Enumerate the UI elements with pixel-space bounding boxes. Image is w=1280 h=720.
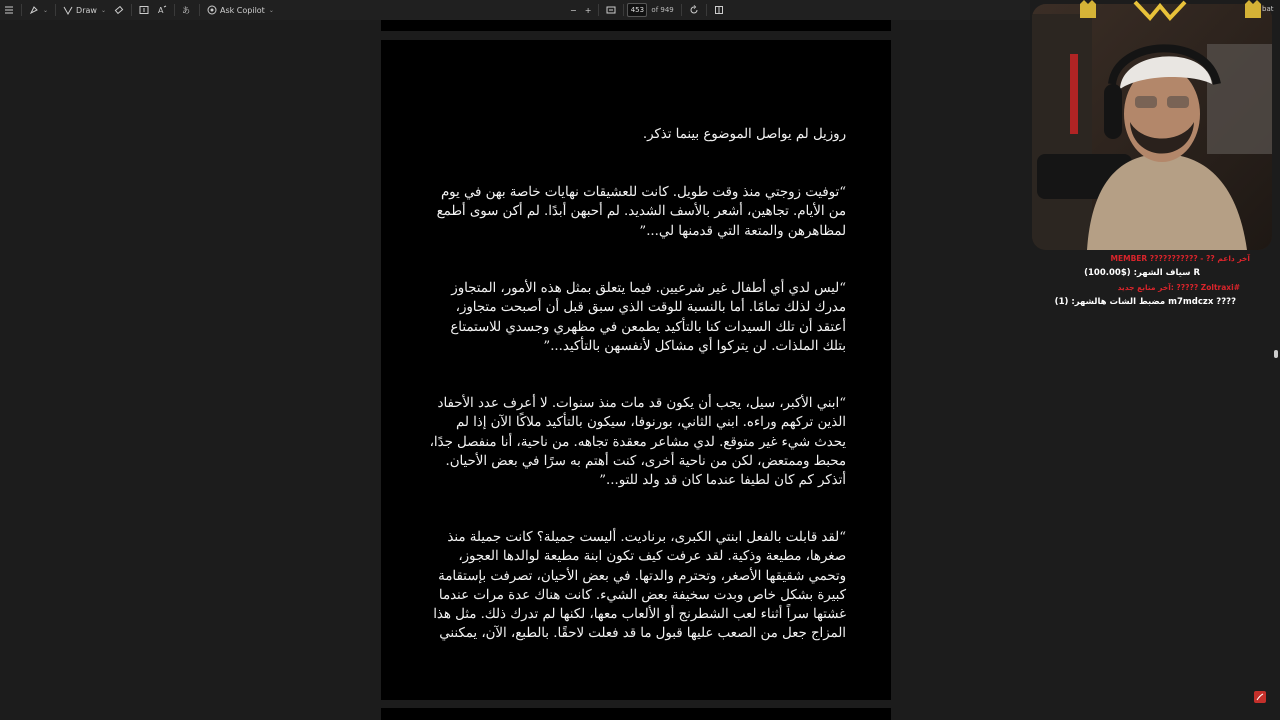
divider: [598, 4, 599, 16]
page-view-icon: [714, 5, 724, 15]
page-number-input[interactable]: 453: [627, 3, 647, 17]
divider: [131, 4, 132, 16]
highlight-button[interactable]: [25, 2, 52, 18]
rotate-button[interactable]: [685, 2, 703, 18]
divider: [623, 4, 624, 16]
contents-button[interactable]: [0, 2, 18, 18]
draw-button[interactable]: [59, 2, 110, 18]
svg-text:あ: あ: [181, 6, 190, 15]
webcam-image: [1032, 4, 1272, 250]
paragraph: “ليس لدي أي أطفال غير شرعيين. فيما يتعلق بمثل هذه الأمور، المتجاوز مدرك لذلك تمامًا. أما بالنسبة للوقت الذي سبق قبل أن أصبحت متجاوز، أعتقد أن تلك السيدات كنا بالتأكيد يطمعن في مظهري وجسدي للاستمتاع بتلك الملذات. لن يتركوا أي مشاكل لأنفسهن بالتأكيد...”: [450, 281, 846, 354]
text-box-button[interactable]: [135, 2, 153, 18]
rotate-icon: [689, 5, 699, 15]
chevron-down-icon: ⌄: [268, 6, 274, 14]
translate-icon: [182, 5, 192, 15]
paragraph: “لقد قابلت بالفعل ابنتي الكبرى، برناديت. أليست جميلة؟ كانت جميلة منذ صغرها، مطيعة وذكية. لقد عرفت كيف تكون ابنة مطيعة لوالدها العجوز، وتحمي شقيقها الأصغر، وتحترم والدتها. في بعض الأحيان، تصرفت بإستقامة كبيرة بشكل خاص وبدت سخيفة بعض الشيء. كانت هناك عدة مرات عندما غشتها سراً أثناء لعب الشطرنج أو الألعاب معها، لكنها لم تدرك ذلك. مثل هذا المزاج جعل من الصعب عليها قبول ما قد فعلت لاحقًا. بالطبع، الآن، يمكنني: [433, 530, 846, 642]
text-box-icon: [139, 5, 149, 15]
copilot-label: Ask Copilot: [219, 5, 265, 15]
toolbar-left-group: [0, 0, 278, 20]
page-count: of 949: [651, 6, 674, 14]
overlay-line-latest-supporter: MEMBER ??????????? - ?? آخر داعم: [1110, 254, 1250, 263]
toolbar-center-group: [566, 0, 728, 20]
svg-text:A: A: [157, 6, 164, 15]
pen-icon: [63, 5, 73, 15]
list-icon: [4, 5, 14, 15]
paragraph: روزيل لم يواصل الموضوع بينما تذكر.: [642, 127, 846, 142]
next-page: [381, 708, 891, 720]
previous-page: [381, 20, 891, 31]
scrollbar-thumb[interactable]: [1274, 350, 1278, 358]
overlay-crown-decoration: [1060, 0, 1280, 22]
divider: [21, 4, 22, 16]
read-aloud-icon: [157, 5, 167, 15]
overlay-line-latest-follower: آخر متابع جديد: ????? Zoltraxi#: [1117, 283, 1240, 292]
highlighter-icon: [29, 5, 39, 15]
chevron-down-icon: ⌄: [100, 6, 106, 14]
divider: [706, 4, 707, 16]
divider: [55, 4, 56, 16]
read-aloud-button[interactable]: [153, 2, 171, 18]
ask-copilot-button[interactable]: [203, 2, 278, 18]
divider: [681, 4, 682, 16]
fit-page-icon: [606, 5, 616, 15]
page-view-button[interactable]: [710, 2, 728, 18]
chevron-down-icon: ⌄: [43, 6, 49, 14]
overlay-edge-text: bat: [1262, 5, 1274, 13]
copilot-icon: [207, 5, 217, 15]
divider: [174, 4, 175, 16]
paragraph: “توفيت زوجتي منذ وقت طويل. كانت للعشيقات نهايات خاصة بهن في يوم من الأيام. تجاهين، أشعر بالأسف الشديد. لم أحبهن أبدًا. لم أكن سوى أطمع لمظاهرهن والمتعة التي قدمنها لي...”: [436, 185, 846, 239]
pdf-toolbar: [0, 0, 1030, 20]
zoom-in-button[interactable]: +: [584, 5, 592, 15]
streamer-webcam: [1032, 4, 1272, 250]
overlay-line-top-donor: سياف الشهر: ($100.00) R: [1084, 268, 1200, 278]
translate-button[interactable]: [178, 2, 196, 18]
zoom-out-button[interactable]: −: [570, 5, 577, 15]
divider: [199, 4, 200, 16]
fit-page-button[interactable]: [602, 2, 620, 18]
overlay-line-chat-moderator: مضبط الشات هالشهر: (1) m7mdczx ????: [1054, 297, 1236, 307]
paragraph: “ابني الأكبر، سيل، يجب أن يكون قد مات منذ سنوات. لا أعرف عدد الأحفاد الذين تركهم وراءه. ابني الثاني، بورنوفا، سيكون بالتأكيد ملاكًا الآن إذا لم يحدث شيء غير متوقع. لدي مشاعر معقدة تجاهه. من ناحية، أنا منفصل جدًا، محبط وممتعض، لكن من ناحية أخرى، كنت أهتم به سرًا في بعض الأحيان. أتذكر كم كان لطيفا عندما كان قد ولد للتو...”: [429, 396, 846, 489]
eraser-icon: [114, 5, 124, 15]
pdf-icon: [1254, 691, 1266, 703]
draw-label: Draw: [76, 5, 97, 15]
erase-button[interactable]: [110, 2, 128, 18]
